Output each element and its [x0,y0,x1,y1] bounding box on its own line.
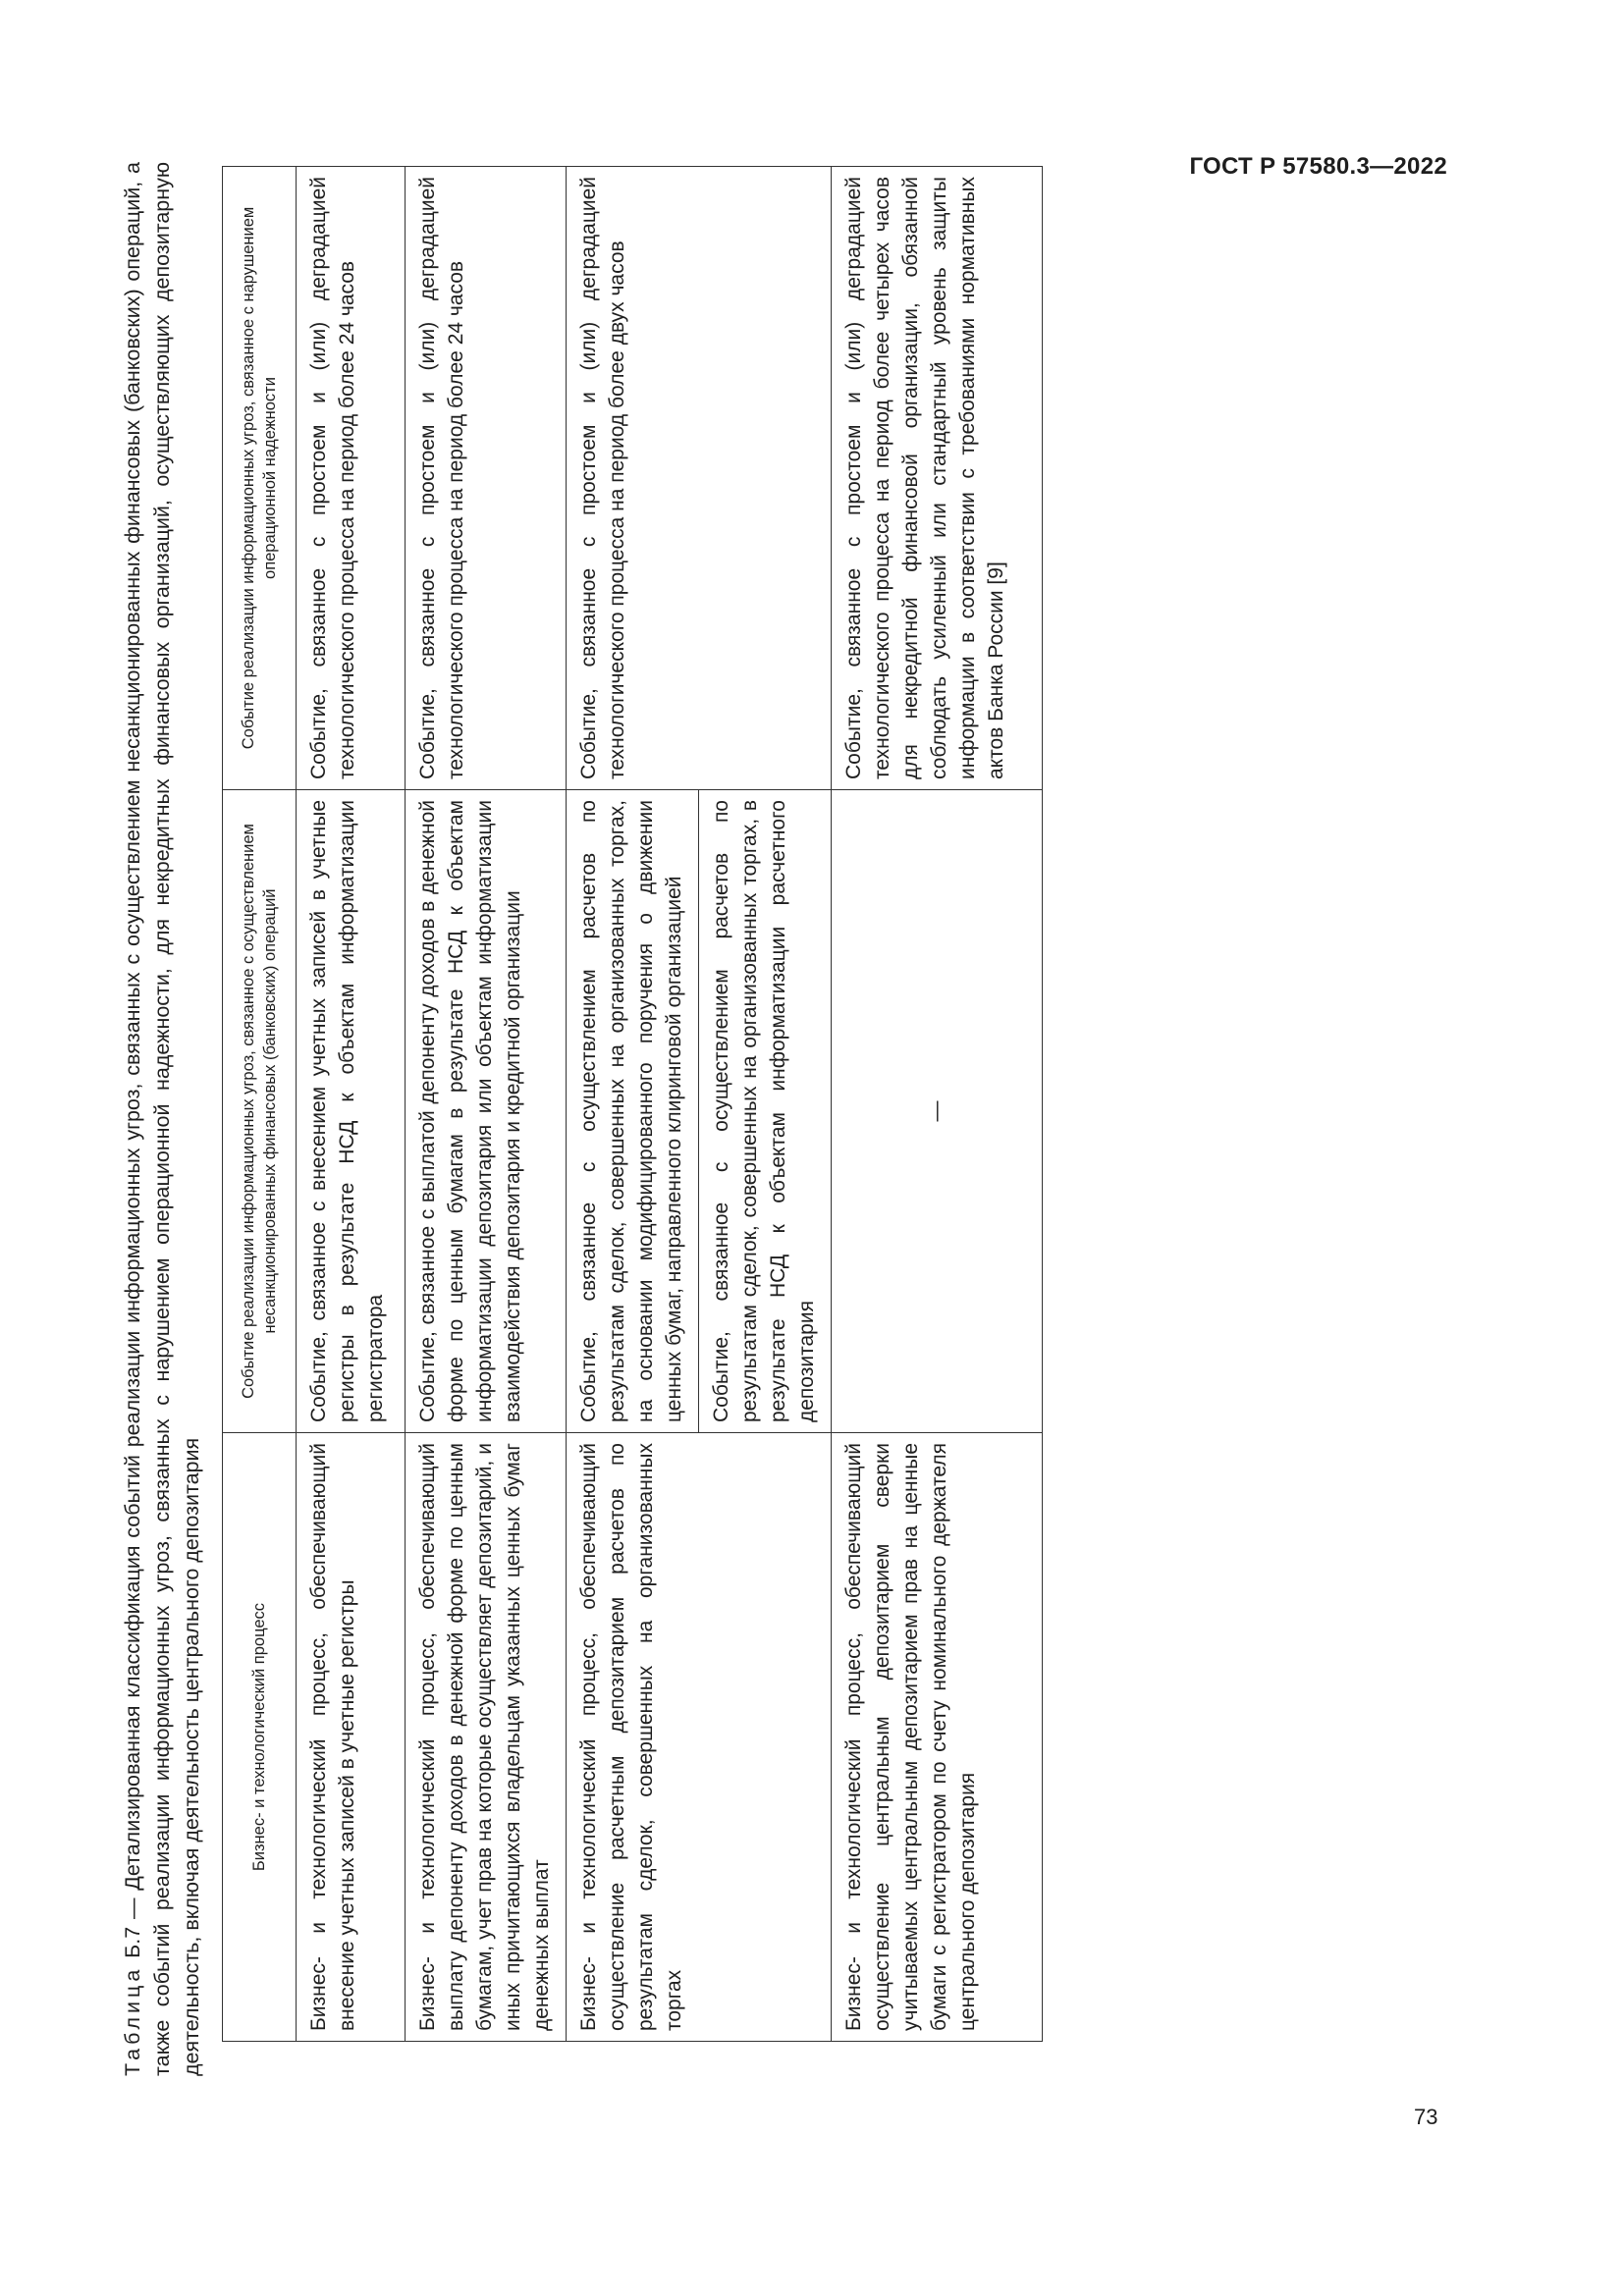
rotated-table-block [118,147,1156,2076]
header-reliability: Событие реализации информационных угроз, связанное с нарушением операционной надежности [223,167,297,790]
cell-process: Бизнес- и технологический процесс, обеспечивающий внесение учетных записей в учетные регистры [297,1433,406,2042]
cell-reliability: Событие, связанное с простоем и (или) деградацией технологического процесса на период более 24 часов [297,167,406,790]
cell-unauthorized: Событие, связанное с осуществлением расчетов по результатам сделок, совершенных на организованных торгах, на основании модифицированного поручения о движении ценных бумаг, направленного клиринговой организацией [567,790,699,1433]
table-row [297,167,406,2042]
caption-prefix: Таблица [121,1965,144,2076]
table-caption [118,162,206,2076]
document-code: ГОСТ Р 57580.3—2022 [1189,153,1447,180]
cell-process: Бизнес- и технологический процесс, обеспечивающий осуществление расчетным депозитарием расчетов по результатам сделок, совершенных на организованных торгах [567,1433,832,2042]
cell-unauthorized: Событие, связанное с выплатой депоненту доходов в денежной форме по ценным бумагам в результате НСД к объектам информатизации депозитария или объектам информатизации взаимодействия депозитария и кредитной организации [406,790,567,1433]
cell-process: Бизнес- и технологический процесс, обеспечивающий выплату депоненту доходов в денежной форме по ценным бумагам, учет прав на которые осуществляет депозитарий, и иных причитающихся владельцам указанных ценных бумаг денежных выплат [406,1433,567,2042]
cell-reliability: Событие, связанное с простоем и (или) деградацией технологического процесса на период более двух часов [567,167,832,790]
cell-reliability: Событие, связанное с простоем и (или) деградацией технологического процесса на период более четырех часов для некредитной финансовой организации, обязанной соблюдать усиленный или стандартный уровень защиты информации в соответствии с требованиями нормативных актов Банка России [9] [832,167,1043,790]
caption-text: Б.7 — Детализированная классификация событий реализации информационных угроз, связанных с осуществлением несанкционированных финансовых (банковских) операций, а также событий реализации информационных угроз, связанных с нарушением операционной надежности, для некредитных финансовых организаций, осуществляющих депозитарную деятельность, включая деятельность центрального депозитария [121,162,203,2076]
header-process: Бизнес- и технологический процесс [223,1433,297,2042]
table-row [567,167,699,2042]
header-unauthorized: Событие реализации информационных угроз, связанное с осуществлением несанкционированных финансовых (банковских) операций [223,790,297,1433]
cell-unauthorized: Событие, связанное с осуществлением расчетов по результатам сделок, совершенных на организованных торгах, в результате НСД к объектам информатизации расчетного депозитария [699,790,832,1433]
cell-unauthorized: Событие, связанное с внесением учетных записей в учетные регистры в результате НСД к объектам информатизации регистратора [297,790,406,1433]
cell-process: Бизнес- и технологический процесс, обеспечивающий осуществление центральным депозитарием сверки учитываемых центральным депозитарием прав на ценные бумаги с регистратором по счету номинального держателя центрального депозитария [832,1433,1043,2042]
cell-unauthorized: — [832,790,1043,1433]
cell-reliability: Событие, связанное с простоем и (или) деградацией технологического процесса на период более 24 часов [406,167,567,790]
classification-table [222,166,1043,2042]
page-number: 73 [1414,2105,1438,2129]
table-header-row [223,167,297,2042]
table-row [832,167,1043,2042]
table-row [406,167,567,2042]
